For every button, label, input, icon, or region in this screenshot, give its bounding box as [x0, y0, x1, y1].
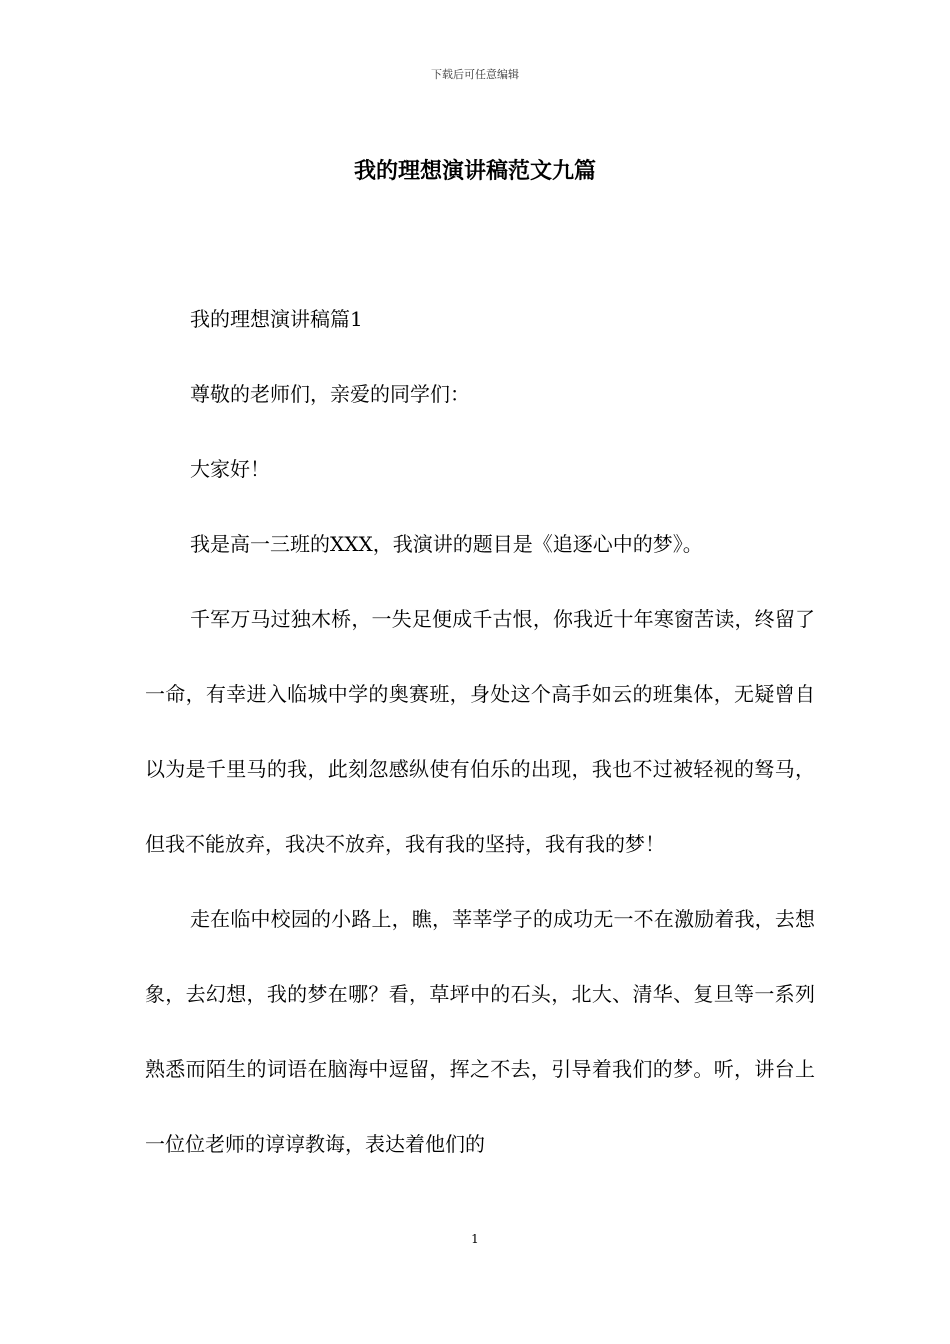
page-number: 1	[471, 1232, 479, 1246]
salutation: 尊敬的老师们，亲爱的同学们：	[190, 382, 470, 406]
document-title: 我的理想演讲稿范文九篇	[353, 158, 596, 184]
greeting: 大家好！	[190, 457, 270, 481]
body-paragraph: 走在临中校园的小路上，瞧，莘莘学子的成功无一不在激励着我，去想象，去幻想，我的梦在哪？看，草坪中的石头，北大、清华、复旦等一系列熟悉而陌生的词语在脑海中逗留，挥之不去，引导着我们的梦。听，讲台上一位位老师的谆谆教诲，表达着他们的	[145, 907, 815, 1156]
header-note: 下载后可任意编辑	[431, 68, 519, 81]
section-heading: 我的理想演讲稿篇1	[190, 307, 363, 331]
document-body	[145, 282, 815, 1182]
body-paragraph: 千军万马过独木桥，一失足便成千古恨，你我近十年寒窗苦读，终留了一命，有幸进入临城中学的奥赛班，身处这个高手如云的班集体，无疑曾自以为是千里马的我，此刻忽感纵使有伯乐的出现，我也不过被轻视的驽马，但我不能放弃，我决不放弃，我有我的坚持，我有我的梦！	[145, 607, 815, 856]
introduction-paragraph: 我是高一三班的XXX，我演讲的题目是《追逐心中的梦》。	[190, 532, 703, 556]
